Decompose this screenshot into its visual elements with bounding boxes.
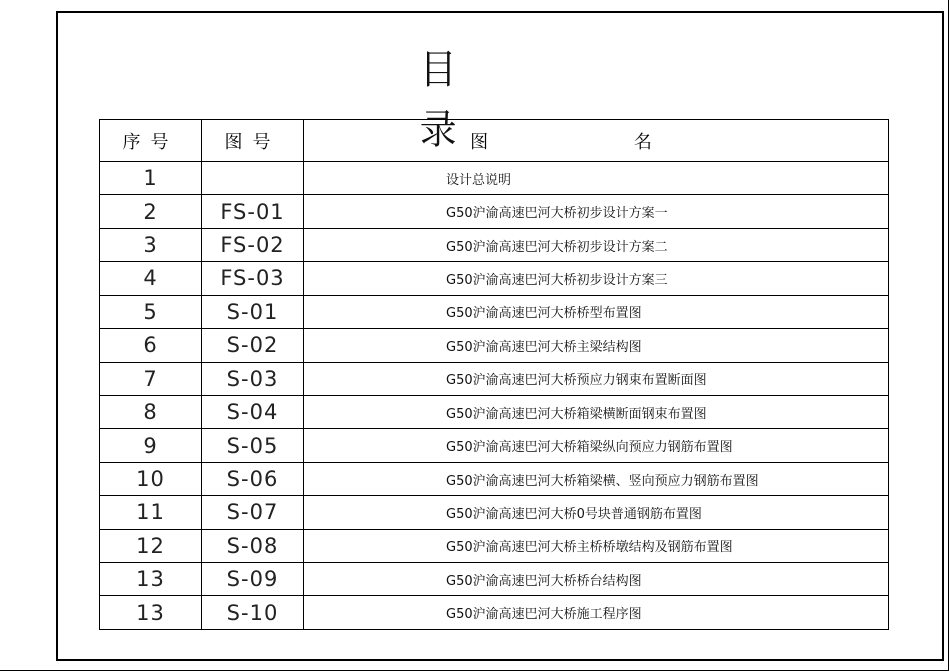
row-drawing-no: S-05 xyxy=(202,429,304,462)
table-row xyxy=(100,462,889,495)
row-seq: 10 xyxy=(100,462,202,495)
row-drawing-no: S-01 xyxy=(202,295,304,328)
row-seq: 13 xyxy=(100,596,202,630)
table-row xyxy=(100,395,889,428)
row-drawing-name: G50沪渝高速巴河大桥主梁结构图 xyxy=(304,329,889,362)
row-seq: 6 xyxy=(100,329,202,362)
table-row xyxy=(100,228,889,261)
row-drawing-name: G50沪渝高速巴河大桥0号块普通钢筋布置图 xyxy=(304,496,889,529)
row-drawing-no: FS-01 xyxy=(202,195,304,228)
drawing-index-table xyxy=(99,119,889,630)
row-seq: 12 xyxy=(100,529,202,562)
row-drawing-no: S-03 xyxy=(202,362,304,395)
row-drawing-no: S-07 xyxy=(202,496,304,529)
row-seq: 2 xyxy=(100,195,202,228)
page-title: 目 录 xyxy=(419,47,531,153)
header-seq: 序号 xyxy=(100,120,202,162)
row-drawing-no: S-09 xyxy=(202,563,304,596)
row-drawing-no: FS-02 xyxy=(202,228,304,261)
row-drawing-name: G50沪渝高速巴河大桥桥型布置图 xyxy=(304,295,889,328)
row-seq: 5 xyxy=(100,295,202,328)
row-seq: 9 xyxy=(100,429,202,462)
row-drawing-name: G50沪渝高速巴河大桥预应力钢束布置断面图 xyxy=(304,362,889,395)
table-row xyxy=(100,563,889,596)
table-row xyxy=(100,262,889,295)
row-drawing-no: S-08 xyxy=(202,529,304,562)
row-drawing-name: G50沪渝高速巴河大桥桥台结构图 xyxy=(304,563,889,596)
table-row xyxy=(100,329,889,362)
table-row xyxy=(100,596,889,630)
row-drawing-no: S-10 xyxy=(202,596,304,630)
table-row xyxy=(100,362,889,395)
row-drawing-name: G50沪渝高速巴河大桥箱梁横、竖向预应力钢筋布置图 xyxy=(304,462,889,495)
row-drawing-name: G50沪渝高速巴河大桥箱梁横断面钢束布置图 xyxy=(304,395,889,428)
header-drawing-no: 图号 xyxy=(202,120,304,162)
table-body xyxy=(100,162,889,630)
row-drawing-no: S-04 xyxy=(202,395,304,428)
row-drawing-name: 设计总说明 xyxy=(304,162,889,195)
table-row xyxy=(100,529,889,562)
row-seq: 7 xyxy=(100,362,202,395)
row-seq: 3 xyxy=(100,228,202,261)
row-seq: 13 xyxy=(100,563,202,596)
row-seq: 8 xyxy=(100,395,202,428)
row-drawing-name: G50沪渝高速巴河大桥主桥桥墩结构及钢筋布置图 xyxy=(304,529,889,562)
row-seq: 11 xyxy=(100,496,202,529)
table-header-row xyxy=(100,120,889,162)
row-drawing-name: G50沪渝高速巴河大桥初步设计方案三 xyxy=(304,262,889,295)
row-drawing-name: G50沪渝高速巴河大桥施工程序图 xyxy=(304,596,889,630)
row-drawing-no xyxy=(202,162,304,195)
row-drawing-no: FS-03 xyxy=(202,262,304,295)
row-drawing-name: G50沪渝高速巴河大桥初步设计方案二 xyxy=(304,228,889,261)
header-drawing-name: 图 名 xyxy=(304,120,889,162)
table-row xyxy=(100,195,889,228)
table-row xyxy=(100,162,889,195)
row-drawing-no: S-02 xyxy=(202,329,304,362)
row-seq: 4 xyxy=(100,262,202,295)
row-drawing-no: S-06 xyxy=(202,462,304,495)
row-seq: 1 xyxy=(100,162,202,195)
table-row xyxy=(100,295,889,328)
table-row xyxy=(100,429,889,462)
table-row xyxy=(100,496,889,529)
row-drawing-name: G50沪渝高速巴河大桥初步设计方案一 xyxy=(304,195,889,228)
row-drawing-name: G50沪渝高速巴河大桥箱梁纵向预应力钢筋布置图 xyxy=(304,429,889,462)
